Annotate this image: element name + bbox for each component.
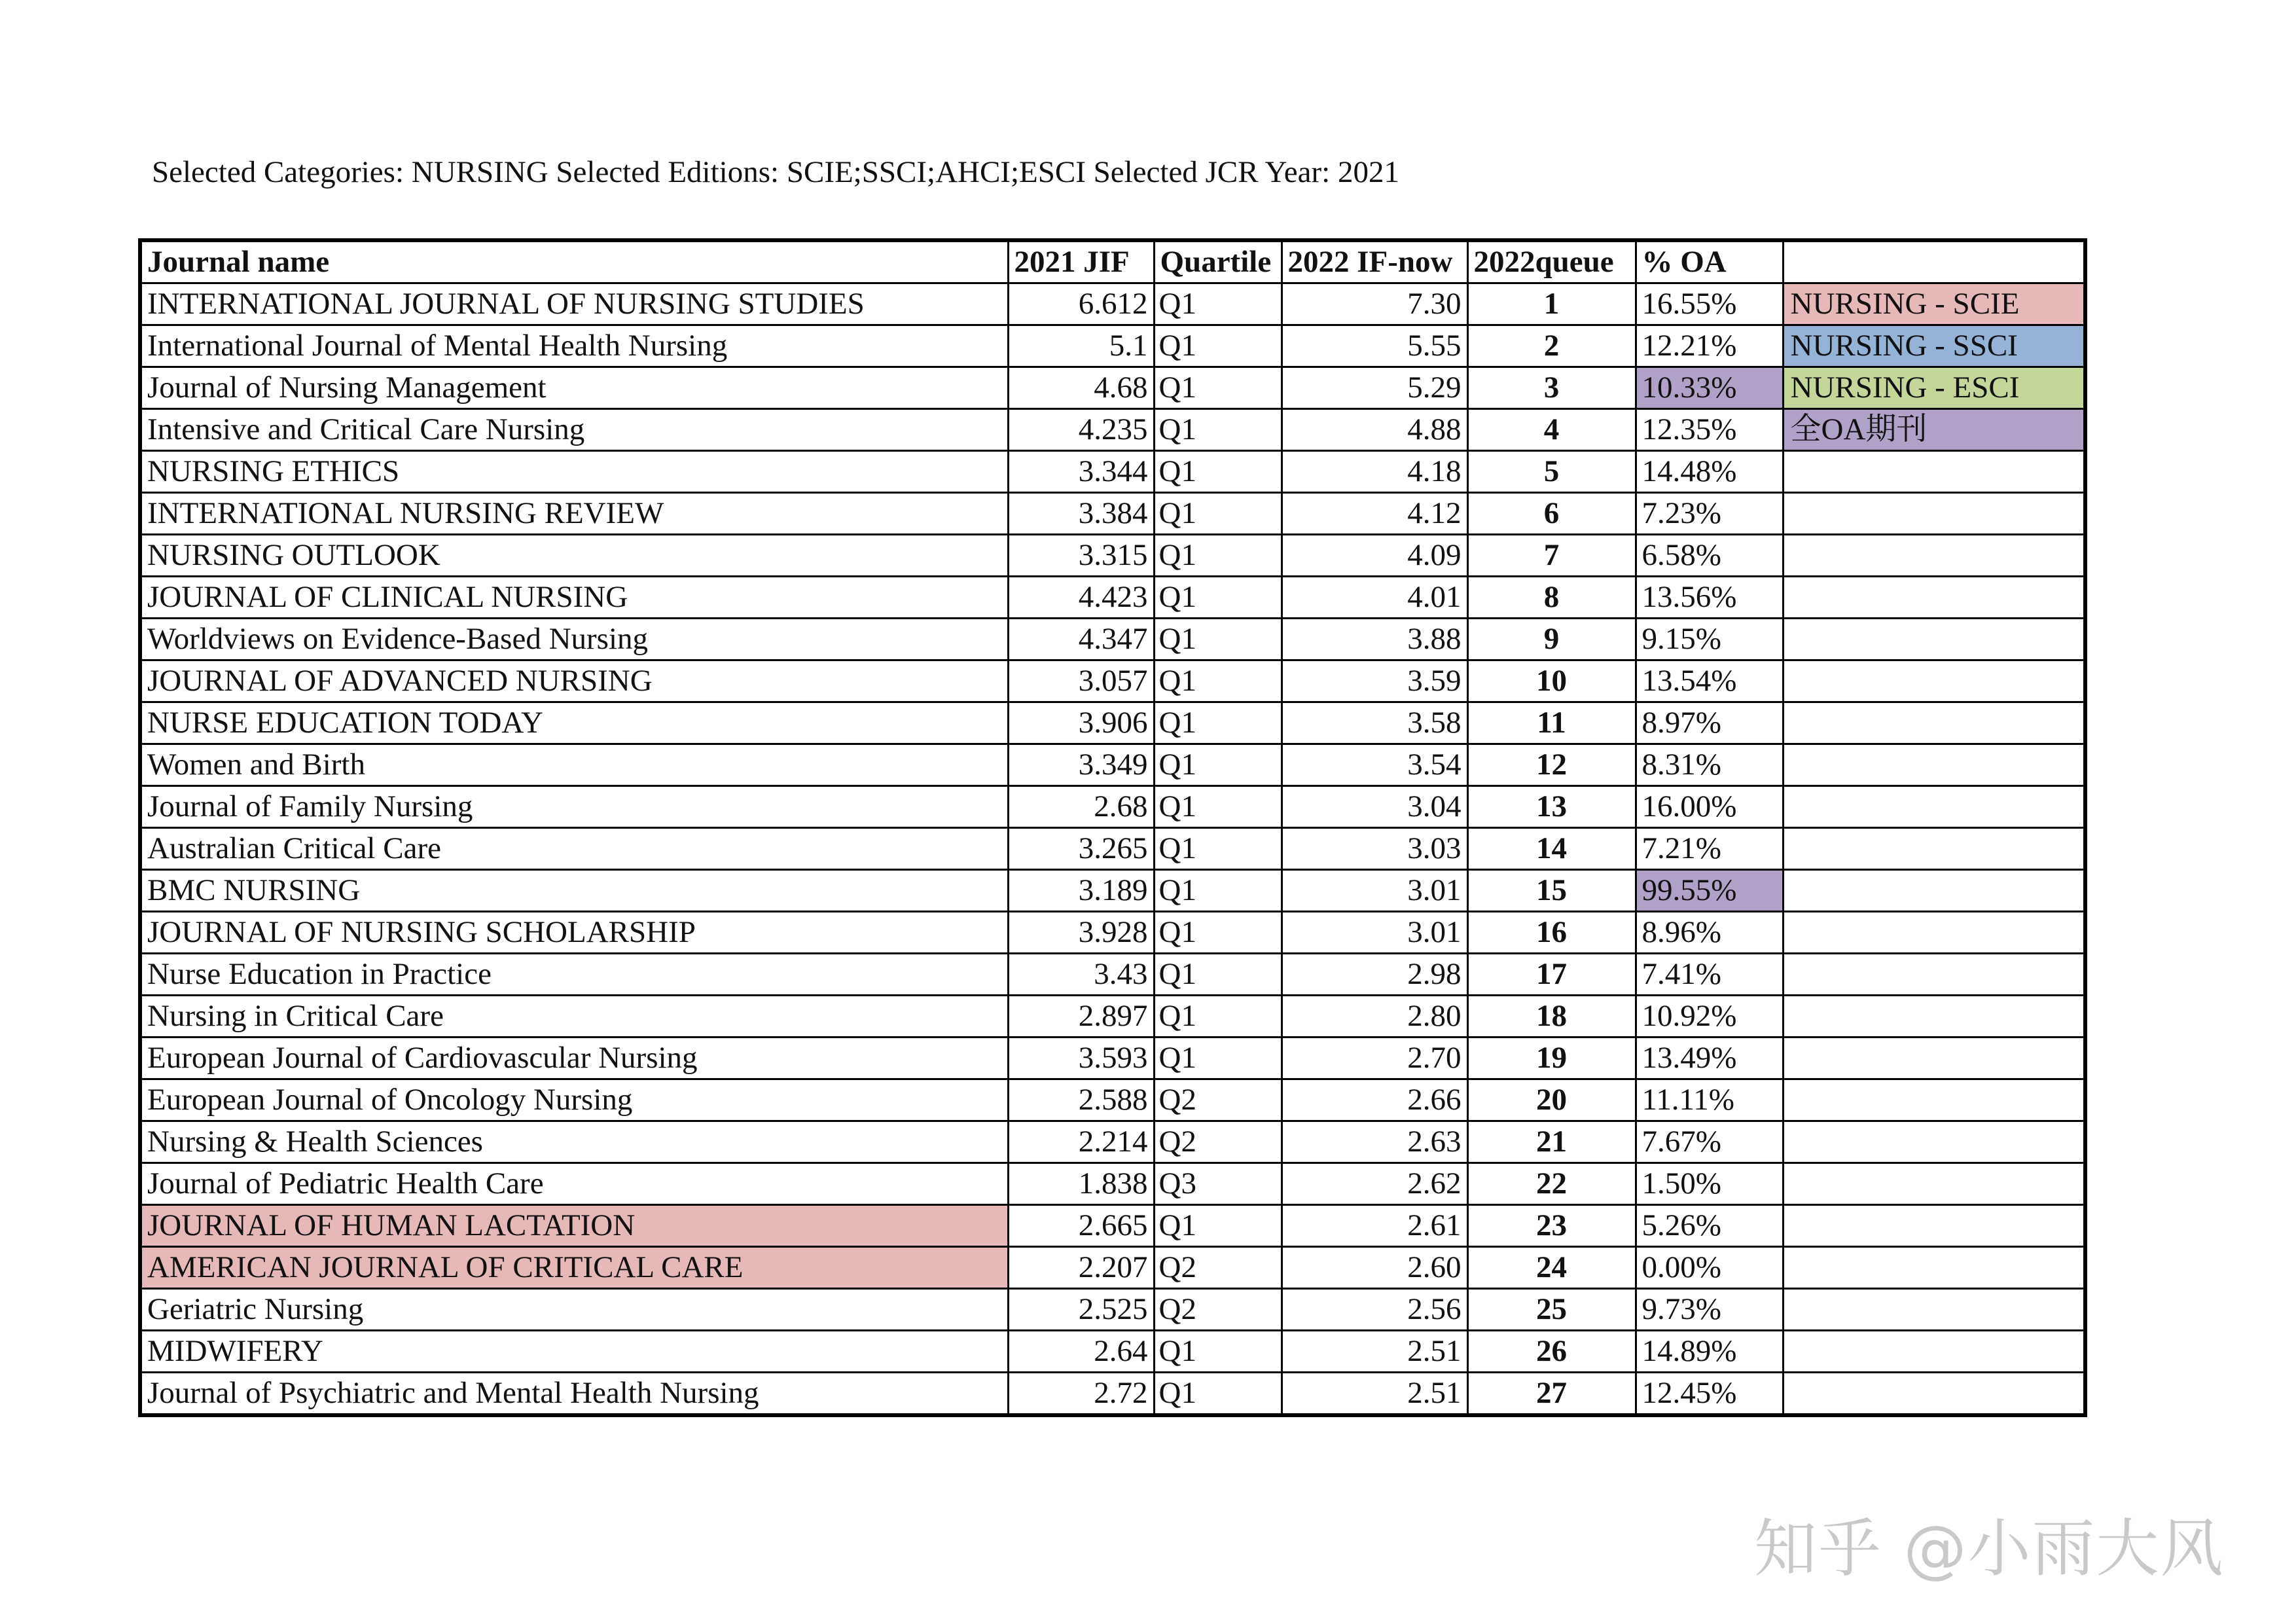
- legend-oa: 全OA期刊: [1783, 409, 2085, 451]
- table-row: [140, 660, 2085, 702]
- jif-cell: 3.057: [1008, 660, 1154, 702]
- journal-name-cell: INTERNATIONAL JOURNAL OF NURSING STUDIES: [140, 283, 1008, 325]
- header-jif-2021: 2021 JIF: [1008, 240, 1154, 283]
- quartile-cell: Q1: [1154, 409, 1282, 451]
- queue-rank-cell: 1: [1467, 283, 1636, 325]
- if-now-cell: 2.56: [1282, 1289, 1467, 1331]
- journal-name-cell: International Journal of Mental Health Nursing: [140, 325, 1008, 367]
- legend-ssci: NURSING - SSCI: [1783, 325, 2085, 367]
- queue-rank-cell: 9: [1467, 619, 1636, 660]
- if-now-cell: 2.63: [1282, 1121, 1467, 1163]
- legend-empty-cell: [1783, 912, 2085, 954]
- header-queue-2022: 2022queue: [1467, 240, 1636, 283]
- quartile-cell: Q1: [1154, 451, 1282, 493]
- journal-name-cell: JOURNAL OF NURSING SCHOLARSHIP: [140, 912, 1008, 954]
- jif-cell: 2.525: [1008, 1289, 1154, 1331]
- jif-cell: 2.665: [1008, 1205, 1154, 1247]
- jif-cell: 4.347: [1008, 619, 1154, 660]
- legend-empty-cell: [1783, 1038, 2085, 1079]
- table-row: [140, 1289, 2085, 1331]
- oa-percent-cell: 0.00%: [1636, 1247, 1783, 1289]
- legend-empty-cell: [1783, 535, 2085, 577]
- quartile-cell: Q1: [1154, 870, 1282, 912]
- jif-cell: 3.344: [1008, 451, 1154, 493]
- jif-cell: 3.265: [1008, 828, 1154, 870]
- oa-percent-cell: 8.96%: [1636, 912, 1783, 954]
- oa-percent-cell: 16.55%: [1636, 283, 1783, 325]
- legend-empty-cell: [1783, 619, 2085, 660]
- queue-rank-cell: 19: [1467, 1038, 1636, 1079]
- quartile-cell: Q1: [1154, 577, 1282, 619]
- quartile-cell: Q1: [1154, 535, 1282, 577]
- if-now-cell: 2.70: [1282, 1038, 1467, 1079]
- queue-rank-cell: 5: [1467, 451, 1636, 493]
- quartile-cell: Q1: [1154, 1038, 1282, 1079]
- queue-rank-cell: 18: [1467, 996, 1636, 1038]
- table-row: [140, 1038, 2085, 1079]
- journal-name-cell: Journal of Nursing Management: [140, 367, 1008, 409]
- quartile-cell: Q2: [1154, 1079, 1282, 1121]
- oa-percent-cell: 1.50%: [1636, 1163, 1783, 1205]
- journal-name-cell: Women and Birth: [140, 744, 1008, 786]
- journal-name-cell: AMERICAN JOURNAL OF CRITICAL CARE: [140, 1247, 1008, 1289]
- queue-rank-cell: 16: [1467, 912, 1636, 954]
- oa-percent-cell: 12.21%: [1636, 325, 1783, 367]
- quartile-cell: Q1: [1154, 828, 1282, 870]
- table-row: [140, 1121, 2085, 1163]
- table-row: [140, 870, 2085, 912]
- queue-rank-cell: 21: [1467, 1121, 1636, 1163]
- table-row: [140, 1247, 2085, 1289]
- table-row: [140, 535, 2085, 577]
- legend-empty-cell: [1783, 660, 2085, 702]
- table-row: [140, 1163, 2085, 1205]
- oa-percent-cell: 7.67%: [1636, 1121, 1783, 1163]
- if-now-cell: 2.51: [1282, 1331, 1467, 1373]
- jif-cell: 2.207: [1008, 1247, 1154, 1289]
- table-row: [140, 744, 2085, 786]
- if-now-cell: 4.18: [1282, 451, 1467, 493]
- quartile-cell: Q2: [1154, 1247, 1282, 1289]
- journal-name-cell: Intensive and Critical Care Nursing: [140, 409, 1008, 451]
- journal-name-cell: Nurse Education in Practice: [140, 954, 1008, 996]
- table-row: [140, 702, 2085, 744]
- queue-rank-cell: 22: [1467, 1163, 1636, 1205]
- oa-percent-cell: 14.48%: [1636, 451, 1783, 493]
- queue-rank-cell: 27: [1467, 1373, 1636, 1416]
- oa-percent-cell: 12.45%: [1636, 1373, 1783, 1416]
- journal-name-cell: Geriatric Nursing: [140, 1289, 1008, 1331]
- journal-name-cell: INTERNATIONAL NURSING REVIEW: [140, 493, 1008, 535]
- jif-cell: 3.906: [1008, 702, 1154, 744]
- journal-name-cell: MIDWIFERY: [140, 1331, 1008, 1373]
- header-quartile: Quartile: [1154, 240, 1282, 283]
- journal-name-cell: European Journal of Cardiovascular Nursing: [140, 1038, 1008, 1079]
- queue-rank-cell: 23: [1467, 1205, 1636, 1247]
- jif-cell: 3.349: [1008, 744, 1154, 786]
- if-now-cell: 4.88: [1282, 409, 1467, 451]
- legend-empty-cell: [1783, 1373, 2085, 1416]
- table-row: [140, 409, 2085, 451]
- legend-empty-cell: [1783, 1205, 2085, 1247]
- quartile-cell: Q1: [1154, 744, 1282, 786]
- jif-cell: 4.68: [1008, 367, 1154, 409]
- oa-percent-cell: 7.41%: [1636, 954, 1783, 996]
- journal-name-cell: Worldviews on Evidence-Based Nursing: [140, 619, 1008, 660]
- legend-empty-cell: [1783, 493, 2085, 535]
- queue-rank-cell: 11: [1467, 702, 1636, 744]
- table-row: [140, 786, 2085, 828]
- queue-rank-cell: 7: [1467, 535, 1636, 577]
- jif-cell: 3.315: [1008, 535, 1154, 577]
- if-now-cell: 2.60: [1282, 1247, 1467, 1289]
- quartile-cell: Q1: [1154, 702, 1282, 744]
- table-header-row: [140, 240, 2085, 283]
- oa-percent-cell: 8.31%: [1636, 744, 1783, 786]
- quartile-cell: Q1: [1154, 325, 1282, 367]
- jif-cell: 5.1: [1008, 325, 1154, 367]
- quartile-cell: Q1: [1154, 912, 1282, 954]
- if-now-cell: 3.01: [1282, 870, 1467, 912]
- queue-rank-cell: 24: [1467, 1247, 1636, 1289]
- quartile-cell: Q1: [1154, 283, 1282, 325]
- quartile-cell: Q2: [1154, 1289, 1282, 1331]
- if-now-cell: 2.62: [1282, 1163, 1467, 1205]
- quartile-cell: Q1: [1154, 660, 1282, 702]
- header-if-now-2022: 2022 IF-now: [1282, 240, 1467, 283]
- queue-rank-cell: 2: [1467, 325, 1636, 367]
- oa-percent-cell: 6.58%: [1636, 535, 1783, 577]
- legend-empty-cell: [1783, 996, 2085, 1038]
- quartile-cell: Q1: [1154, 786, 1282, 828]
- journal-name-cell: NURSING OUTLOOK: [140, 535, 1008, 577]
- legend-empty-cell: [1783, 870, 2085, 912]
- journal-name-cell: Nursing & Health Sciences: [140, 1121, 1008, 1163]
- oa-percent-cell: 12.35%: [1636, 409, 1783, 451]
- queue-rank-cell: 10: [1467, 660, 1636, 702]
- queue-rank-cell: 6: [1467, 493, 1636, 535]
- header-legend: [1783, 240, 2085, 283]
- jif-cell: 3.384: [1008, 493, 1154, 535]
- journal-name-cell: Australian Critical Care: [140, 828, 1008, 870]
- table-row: [140, 912, 2085, 954]
- journal-name-cell: Journal of Pediatric Health Care: [140, 1163, 1008, 1205]
- legend-empty-cell: [1783, 577, 2085, 619]
- journal-name-cell: BMC NURSING: [140, 870, 1008, 912]
- if-now-cell: 4.01: [1282, 577, 1467, 619]
- table-row: [140, 325, 2085, 367]
- oa-percent-cell: 16.00%: [1636, 786, 1783, 828]
- oa-percent-cell: 11.11%: [1636, 1079, 1783, 1121]
- table-row: [140, 1205, 2085, 1247]
- oa-percent-cell: 8.97%: [1636, 702, 1783, 744]
- if-now-cell: 7.30: [1282, 283, 1467, 325]
- if-now-cell: 3.58: [1282, 702, 1467, 744]
- journal-name-cell: European Journal of Oncology Nursing: [140, 1079, 1008, 1121]
- quartile-cell: Q1: [1154, 996, 1282, 1038]
- if-now-cell: 4.09: [1282, 535, 1467, 577]
- queue-rank-cell: 26: [1467, 1331, 1636, 1373]
- if-now-cell: 2.80: [1282, 996, 1467, 1038]
- jif-cell: 2.897: [1008, 996, 1154, 1038]
- quartile-cell: Q2: [1154, 1121, 1282, 1163]
- if-now-cell: 4.12: [1282, 493, 1467, 535]
- oa-percent-cell: 13.56%: [1636, 577, 1783, 619]
- table-row: [140, 493, 2085, 535]
- journal-table: [138, 238, 2087, 1417]
- oa-percent-cell: 5.26%: [1636, 1205, 1783, 1247]
- queue-rank-cell: 12: [1467, 744, 1636, 786]
- quartile-cell: Q1: [1154, 493, 1282, 535]
- queue-rank-cell: 15: [1467, 870, 1636, 912]
- if-now-cell: 5.29: [1282, 367, 1467, 409]
- legend-empty-cell: [1783, 1121, 2085, 1163]
- legend-empty-cell: [1783, 1247, 2085, 1289]
- oa-percent-cell: 7.21%: [1636, 828, 1783, 870]
- jif-cell: 2.588: [1008, 1079, 1154, 1121]
- queue-rank-cell: 8: [1467, 577, 1636, 619]
- jif-cell: 2.64: [1008, 1331, 1154, 1373]
- oa-percent-cell: 14.89%: [1636, 1331, 1783, 1373]
- jif-cell: 6.612: [1008, 283, 1154, 325]
- quartile-cell: Q1: [1154, 1205, 1282, 1247]
- jif-cell: 2.72: [1008, 1373, 1154, 1416]
- legend-empty-cell: [1783, 954, 2085, 996]
- if-now-cell: 3.88: [1282, 619, 1467, 660]
- legend-empty-cell: [1783, 451, 2085, 493]
- journal-name-cell: JOURNAL OF CLINICAL NURSING: [140, 577, 1008, 619]
- watermark: 知乎 @小雨大风: [1754, 1512, 2225, 1585]
- oa-percent-cell: 10.33%: [1636, 367, 1783, 409]
- jif-cell: 2.68: [1008, 786, 1154, 828]
- quartile-cell: Q1: [1154, 619, 1282, 660]
- oa-percent-cell: 99.55%: [1636, 870, 1783, 912]
- header-oa-percent: % OA: [1636, 240, 1783, 283]
- if-now-cell: 3.04: [1282, 786, 1467, 828]
- queue-rank-cell: 4: [1467, 409, 1636, 451]
- journal-name-cell: JOURNAL OF ADVANCED NURSING: [140, 660, 1008, 702]
- quartile-cell: Q1: [1154, 1373, 1282, 1416]
- jif-cell: 3.189: [1008, 870, 1154, 912]
- table-row: [140, 451, 2085, 493]
- quartile-cell: Q1: [1154, 1331, 1282, 1373]
- jif-cell: 3.43: [1008, 954, 1154, 996]
- journal-name-cell: JOURNAL OF HUMAN LACTATION: [140, 1205, 1008, 1247]
- header-journal-name: Journal name: [140, 240, 1008, 283]
- oa-percent-cell: 13.49%: [1636, 1038, 1783, 1079]
- jif-cell: 2.214: [1008, 1121, 1154, 1163]
- oa-percent-cell: 13.54%: [1636, 660, 1783, 702]
- legend-empty-cell: [1783, 1289, 2085, 1331]
- table-row: [140, 283, 2085, 325]
- legend-empty-cell: [1783, 786, 2085, 828]
- table-row: [140, 1331, 2085, 1373]
- table-row: [140, 577, 2085, 619]
- if-now-cell: 5.55: [1282, 325, 1467, 367]
- legend-empty-cell: [1783, 828, 2085, 870]
- oa-percent-cell: 9.73%: [1636, 1289, 1783, 1331]
- if-now-cell: 3.54: [1282, 744, 1467, 786]
- table-row: [140, 367, 2085, 409]
- legend-scie: NURSING - SCIE: [1783, 283, 2085, 325]
- queue-rank-cell: 14: [1467, 828, 1636, 870]
- journal-name-cell: Journal of Family Nursing: [140, 786, 1008, 828]
- if-now-cell: 2.98: [1282, 954, 1467, 996]
- oa-percent-cell: 7.23%: [1636, 493, 1783, 535]
- jif-cell: 4.235: [1008, 409, 1154, 451]
- if-now-cell: 3.59: [1282, 660, 1467, 702]
- queue-rank-cell: 13: [1467, 786, 1636, 828]
- journal-name-cell: NURSE EDUCATION TODAY: [140, 702, 1008, 744]
- if-now-cell: 2.51: [1282, 1373, 1467, 1416]
- queue-rank-cell: 25: [1467, 1289, 1636, 1331]
- journal-table-container: [138, 238, 2087, 1417]
- oa-percent-cell: 9.15%: [1636, 619, 1783, 660]
- table-row: [140, 1079, 2085, 1121]
- journal-name-cell: Nursing in Critical Care: [140, 996, 1008, 1038]
- report-caption: Selected Categories: NURSING Selected Editions: SCIE;SSCI;AHCI;ESCI Selected JCR Year: 2021: [152, 155, 1399, 189]
- jif-cell: 3.928: [1008, 912, 1154, 954]
- queue-rank-cell: 3: [1467, 367, 1636, 409]
- legend-empty-cell: [1783, 702, 2085, 744]
- quartile-cell: Q3: [1154, 1163, 1282, 1205]
- if-now-cell: 2.66: [1282, 1079, 1467, 1121]
- queue-rank-cell: 17: [1467, 954, 1636, 996]
- quartile-cell: Q1: [1154, 954, 1282, 996]
- table-row: [140, 1373, 2085, 1416]
- oa-percent-cell: 10.92%: [1636, 996, 1783, 1038]
- jif-cell: 4.423: [1008, 577, 1154, 619]
- legend-empty-cell: [1783, 1331, 2085, 1373]
- if-now-cell: 2.61: [1282, 1205, 1467, 1247]
- queue-rank-cell: 20: [1467, 1079, 1636, 1121]
- table-row: [140, 996, 2085, 1038]
- table-row: [140, 954, 2085, 996]
- journal-name-cell: Journal of Psychiatric and Mental Health Nursing: [140, 1373, 1008, 1416]
- journal-name-cell: NURSING ETHICS: [140, 451, 1008, 493]
- legend-empty-cell: [1783, 744, 2085, 786]
- legend-empty-cell: [1783, 1163, 2085, 1205]
- if-now-cell: 3.03: [1282, 828, 1467, 870]
- jif-cell: 3.593: [1008, 1038, 1154, 1079]
- jif-cell: 1.838: [1008, 1163, 1154, 1205]
- table-row: [140, 619, 2085, 660]
- if-now-cell: 3.01: [1282, 912, 1467, 954]
- quartile-cell: Q1: [1154, 367, 1282, 409]
- legend-esci: NURSING - ESCI: [1783, 367, 2085, 409]
- table-row: [140, 828, 2085, 870]
- legend-empty-cell: [1783, 1079, 2085, 1121]
